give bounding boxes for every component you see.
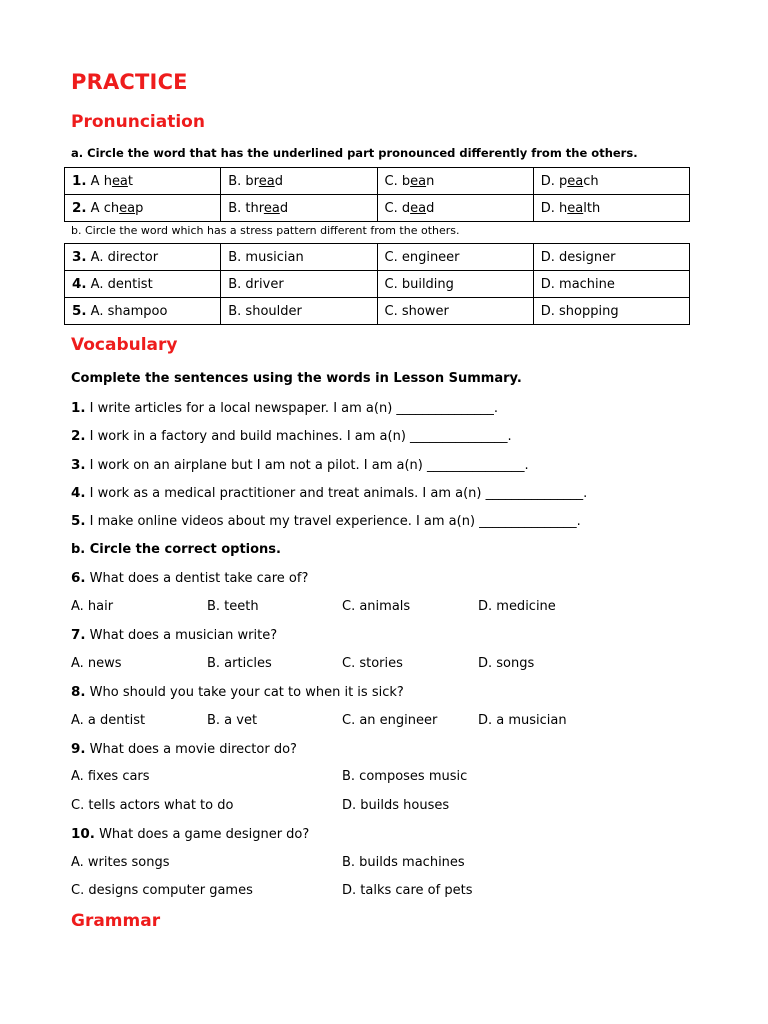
question-number: 7. (71, 627, 86, 643)
underlined-letters: ea (258, 173, 275, 189)
option-text: A. dentist (90, 277, 153, 292)
answer-option[interactable]: C. animals (342, 599, 411, 614)
option-text: d (279, 200, 289, 216)
option-text: B. thr (228, 200, 264, 216)
underlined-letters: ea (567, 173, 584, 189)
question-number: 1. (71, 400, 86, 416)
answer-option[interactable]: B. a vet (207, 713, 258, 728)
option-text: D. p (540, 173, 568, 189)
table-row (65, 195, 690, 222)
underlined-letters: ea (410, 173, 427, 189)
question-item (71, 627, 277, 643)
option-text: A. director (90, 250, 159, 265)
sentence-text: I work on an airplane but I am not a pilot. I am a(n) _______________. (89, 458, 529, 473)
option-cell[interactable] (65, 244, 221, 271)
option-cell[interactable] (533, 195, 689, 222)
sentence-text: I work in a factory and build machines. I am a(n) _______________. (89, 429, 512, 444)
option-text: p (135, 201, 144, 216)
underlined-letters: ea (119, 201, 136, 216)
pronunciation-heading: Pronunciation (71, 112, 205, 132)
answer-option[interactable]: A. fixes cars (71, 769, 150, 784)
answer-option[interactable]: B. teeth (207, 599, 259, 614)
answer-option[interactable]: C. stories (342, 656, 403, 671)
option-cell[interactable] (65, 271, 221, 298)
answer-option[interactable]: C. an engineer (342, 713, 438, 728)
option-cell[interactable] (221, 195, 377, 222)
vocabulary-instruction-b: b. Circle the correct options. (71, 542, 281, 557)
question-number: 5. (72, 303, 87, 319)
sentence-text: I write articles for a local newspaper. I am a(n) _______________. (89, 401, 499, 416)
pronunciation-table-b (64, 243, 690, 325)
option-text: d (426, 200, 435, 216)
table-row (65, 298, 690, 325)
question-text: What does a game designer do? (99, 827, 310, 842)
answer-option[interactable]: D. songs (478, 656, 535, 671)
underlined-letters: ea (567, 200, 584, 216)
answer-option[interactable]: B. builds machines (342, 855, 465, 870)
option-text: C. b (384, 173, 411, 189)
answer-option[interactable]: A. news (71, 656, 122, 671)
option-text: ch (583, 173, 599, 189)
option-cell[interactable] (221, 168, 377, 195)
grammar-heading: Grammar (71, 911, 161, 931)
question-number: 2. (72, 200, 87, 216)
option-text: lth (583, 200, 601, 216)
option-cell[interactable]: C. engineer (377, 244, 533, 271)
question-number: 4. (71, 485, 86, 501)
option-cell[interactable] (65, 298, 221, 325)
underlined-letters: ea (410, 200, 427, 216)
page-title: PRACTICE (71, 70, 188, 94)
answer-option[interactable]: A. hair (71, 599, 114, 614)
question-text: Who should you take your cat to when it is sick? (89, 685, 404, 700)
question-number: 6. (71, 570, 86, 586)
sentence-text: I work as a medical practitioner and treat animals. I am a(n) _______________. (89, 486, 588, 501)
sentence-item (71, 428, 512, 444)
pronunciation-table-a (64, 167, 690, 222)
answer-option[interactable]: D. medicine (478, 599, 556, 614)
answer-option[interactable]: C. tells actors what to do (71, 798, 234, 813)
question-number: 1. (72, 173, 87, 189)
question-number: 10. (71, 826, 95, 842)
underlined-letters: ea (263, 200, 280, 216)
option-text: A h (90, 174, 112, 189)
question-number: 5. (71, 513, 86, 529)
question-item (71, 741, 297, 757)
answer-option[interactable]: D. talks care of pets (342, 883, 473, 898)
sentence-item (71, 400, 498, 416)
question-item (71, 570, 308, 586)
option-cell[interactable]: D. designer (533, 244, 689, 271)
option-text: B. br (228, 173, 259, 189)
question-number: 2. (71, 428, 86, 444)
underlined-letters: ea (111, 174, 128, 189)
table-row (65, 271, 690, 298)
question-number: 3. (72, 249, 87, 265)
table-row (65, 244, 690, 271)
question-number: 9. (71, 741, 86, 757)
pronunciation-instruction-a: a. Circle the word that has the underlined part pronounced differently from the others. (71, 146, 638, 160)
option-cell[interactable] (377, 168, 533, 195)
answer-option[interactable]: A. writes songs (71, 855, 170, 870)
question-number: 8. (71, 684, 86, 700)
option-cell[interactable]: B. shoulder (221, 298, 377, 325)
option-cell[interactable] (65, 168, 221, 195)
option-cell[interactable] (377, 195, 533, 222)
option-cell[interactable]: B. musician (221, 244, 377, 271)
answer-option[interactable]: C. designs computer games (71, 883, 253, 898)
option-text: A ch (90, 201, 120, 216)
option-cell[interactable]: B. driver (221, 271, 377, 298)
question-text: What does a movie director do? (89, 742, 297, 757)
option-text: n (426, 173, 435, 189)
pronunciation-instruction-b: b. Circle the word which has a stress pattern different from the others. (71, 224, 460, 237)
table-row (65, 168, 690, 195)
option-text: D. h (540, 200, 568, 216)
option-text: C. d (384, 200, 411, 216)
option-cell[interactable]: C. shower (377, 298, 533, 325)
vocabulary-heading: Vocabulary (71, 335, 178, 355)
option-cell[interactable] (65, 195, 221, 222)
sentence-item (71, 485, 587, 501)
answer-option[interactable]: D. a musician (478, 713, 567, 728)
answer-option[interactable]: B. composes music (342, 769, 468, 784)
sentence-item (71, 457, 529, 473)
option-cell[interactable]: C. building (377, 271, 533, 298)
answer-option[interactable]: B. articles (207, 656, 272, 671)
option-text: t (127, 174, 134, 189)
answer-option[interactable]: A. a dentist (71, 713, 146, 728)
option-cell[interactable]: D. machine (533, 271, 689, 298)
question-text: What does a musician write? (89, 628, 278, 643)
option-cell[interactable] (533, 168, 689, 195)
question-number: 4. (72, 276, 87, 292)
question-item (71, 826, 309, 842)
question-text: What does a dentist take care of? (89, 571, 309, 586)
option-text: A. shampoo (90, 304, 168, 319)
option-text: d (274, 173, 283, 189)
question-item (71, 684, 404, 700)
sentence-text: I make online videos about my travel experience. I am a(n) _______________. (89, 514, 581, 529)
question-number: 3. (71, 457, 86, 473)
sentence-item (71, 513, 581, 529)
option-cell[interactable]: D. shopping (533, 298, 689, 325)
vocabulary-instruction: Complete the sentences using the words in Lesson Summary. (71, 371, 522, 386)
answer-option[interactable]: D. builds houses (342, 798, 450, 813)
